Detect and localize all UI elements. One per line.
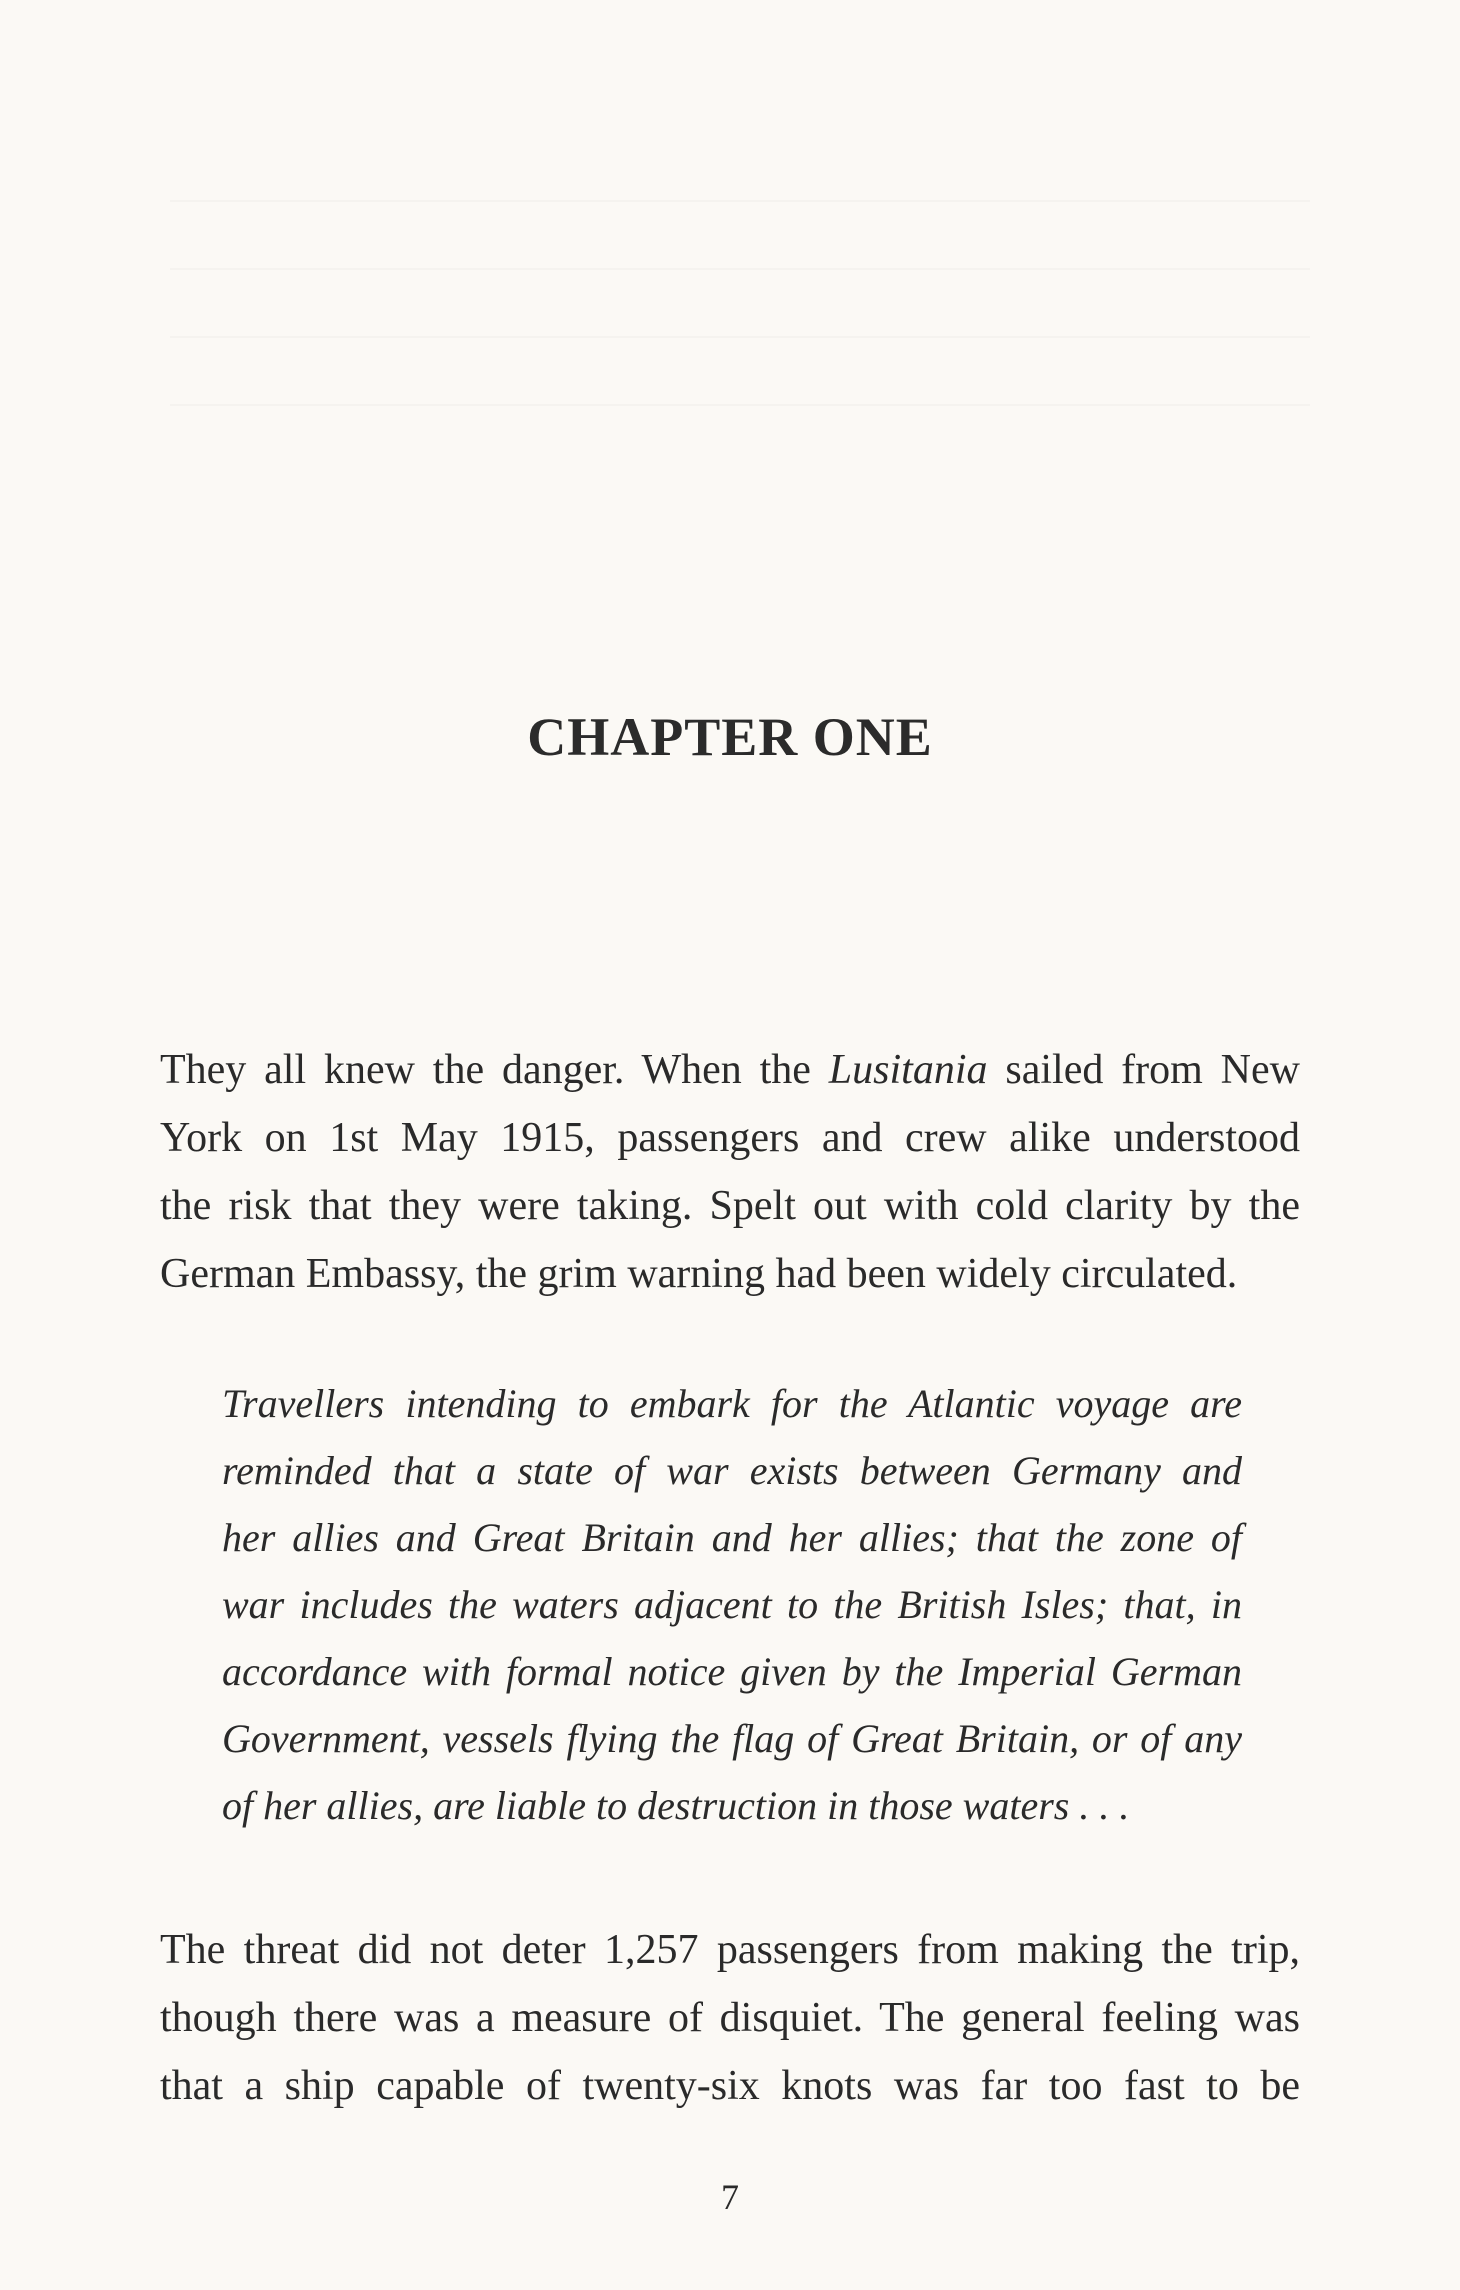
quote-line: accordance with formal notice given by the Imperial German <box>222 1649 1242 1694</box>
quote-line: Government, vessels flying the flag of Great Britain, or of any <box>222 1716 1242 1761</box>
text-line: German Embassy, the grim warning had been widely circulated. <box>160 1251 1238 1297</box>
embassy-warning-quote <box>222 1370 1242 1839</box>
text-line: York on 1st May 1915, passengers and crew alike understood <box>160 1115 1300 1161</box>
text-line: They all knew the danger. When the Lusitania sailed from New <box>160 1047 1300 1093</box>
chapter-title: CHAPTER ONE <box>527 707 933 767</box>
text-line: The threat did not deter 1,257 passengers from making the trip, <box>160 1927 1300 1973</box>
show-through-line <box>170 200 1310 202</box>
quote-line: her allies and Great Britain and her allies; that the zone of <box>222 1515 1242 1560</box>
quote-line: reminded that a state of war exists between Germany and <box>222 1448 1242 1493</box>
show-through-line <box>170 336 1310 338</box>
quote-line: Travellers intending to embark for the Atlantic voyage are <box>222 1381 1242 1426</box>
text-line: though there was a measure of disquiet. The general feeling was <box>160 1995 1300 2041</box>
text-line: the risk that they were taking. Spelt out with cold clarity by the <box>160 1183 1300 1229</box>
quote-line: of her allies, are liable to destruction in those waters . . . <box>222 1783 1130 1828</box>
text-line: that a ship capable of twenty-six knots was far too fast to be <box>160 2063 1300 2109</box>
quote-line: war includes the waters adjacent to the British Isles; that, in <box>222 1582 1242 1627</box>
page-number: 7 <box>721 2177 739 2217</box>
show-through-line <box>170 404 1310 406</box>
show-through-line <box>170 268 1310 270</box>
ship-name: Lusitania <box>828 1047 988 1093</box>
second-paragraph <box>160 1916 1300 2120</box>
opening-paragraph <box>160 1036 1300 1308</box>
